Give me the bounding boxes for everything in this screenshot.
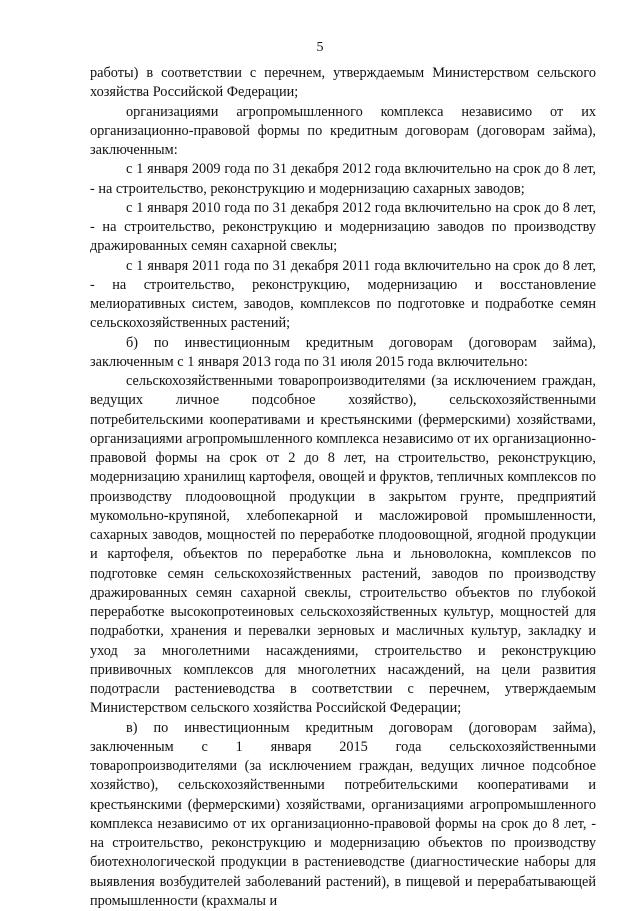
paragraph-4: с 1 января 2010 года по 31 декабря 2012 года включительно на срок до 8 лет, - на строительство, реконструкцию и модернизацию заводов по производству дражированных семян сахарной свеклы; (90, 199, 596, 257)
paragraph-6: б) по инвестиционным кредитным договорам (договорам займа), заключенным с 1 января 2013 года по 31 июля 2015 года включительно: (90, 334, 596, 373)
paragraph-3: с 1 января 2009 года по 31 декабря 2012 года включительно на срок до 8 лет, - на строительство, реконструкцию и модернизацию сахарных заводов; (90, 160, 596, 199)
paragraph-2: организациями агропромышленного комплекса независимо от их организационно-правовой формы по кредитным договорам (договорам займа), заключенным: (90, 103, 596, 161)
document-body (90, 64, 596, 911)
paragraph-7: сельскохозяйственными товаропроизводителями (за исключением граждан, ведущих личное подсобное хозяйство), сельскохозяйственными потребительскими кооперативами и крестьянскими (фермерскими) хозяйствами, организациями агропромышленного комплекса независимо от их организационно-правовой формы на срок от 2 до 8 лет, на строительство, реконструкцию, модернизацию хранилищ картофеля, овощей и фруктов, тепличных комплексов по производству плодоовощной продукции в закрытом грунте, предприятий мукомольно-крупяной, хлебопекарной и масложировой промышленности, сахарных заводов, мощностей по переработке плодоовощной, ягодной продукции и картофеля, объектов по переработке льна и льноволокна, комплексов по подготовке семян сельскохозяйственных растений, заводов по производству дражированных семян сахарной свеклы, строительство объектов по глубокой переработке высокопротеиновых сельскохозяйственных культур, мощностей для подработки, хранения и перевалки зерновых и масличных культур, закладку и уход за многолетними насаждениями, строительство и реконструкцию прививочных комплексов для многолетних насаждений, на цели развития подотрасли растениеводства в соответствии с перечнем, утверждаемым Министерством сельского хозяйства Российской Федерации; (90, 372, 596, 719)
paragraph-8: в) по инвестиционным кредитным договорам (договорам займа), заключенным с 1 января 2015 года сельскохозяйственными товаропроизводителями (за исключением граждан, ведущих личное подсобное хозяйство), сельскохозяйственными потребительскими кооперативами и крестьянскими (фермерскими) хозяйствами, организациями агропромышленного комплекса независимо от их организационно-правовой формы на срок до 8 лет, - на строительство, реконструкцию и модернизацию объектов по производству биотехнологической продукции в растениеводстве (диагностические наборы для выявления возбудителей заболеваний растений), в пищевой и перерабатывающей промышленности (крахмалы и (90, 719, 596, 911)
paragraph-1: работы) в соответствии с перечнем, утверждаемым Министерством сельского хозяйства Российской Федерации; (90, 64, 596, 103)
page-number: 5 (0, 40, 640, 56)
paragraph-5: с 1 января 2011 года по 31 декабря 2011 года включительно на срок до 8 лет, - на строительство, реконструкцию, модернизацию и восстановление мелиоративных систем, заводов, комплексов по подготовке и подработке семян сельскохозяйственных растений; (90, 257, 596, 334)
